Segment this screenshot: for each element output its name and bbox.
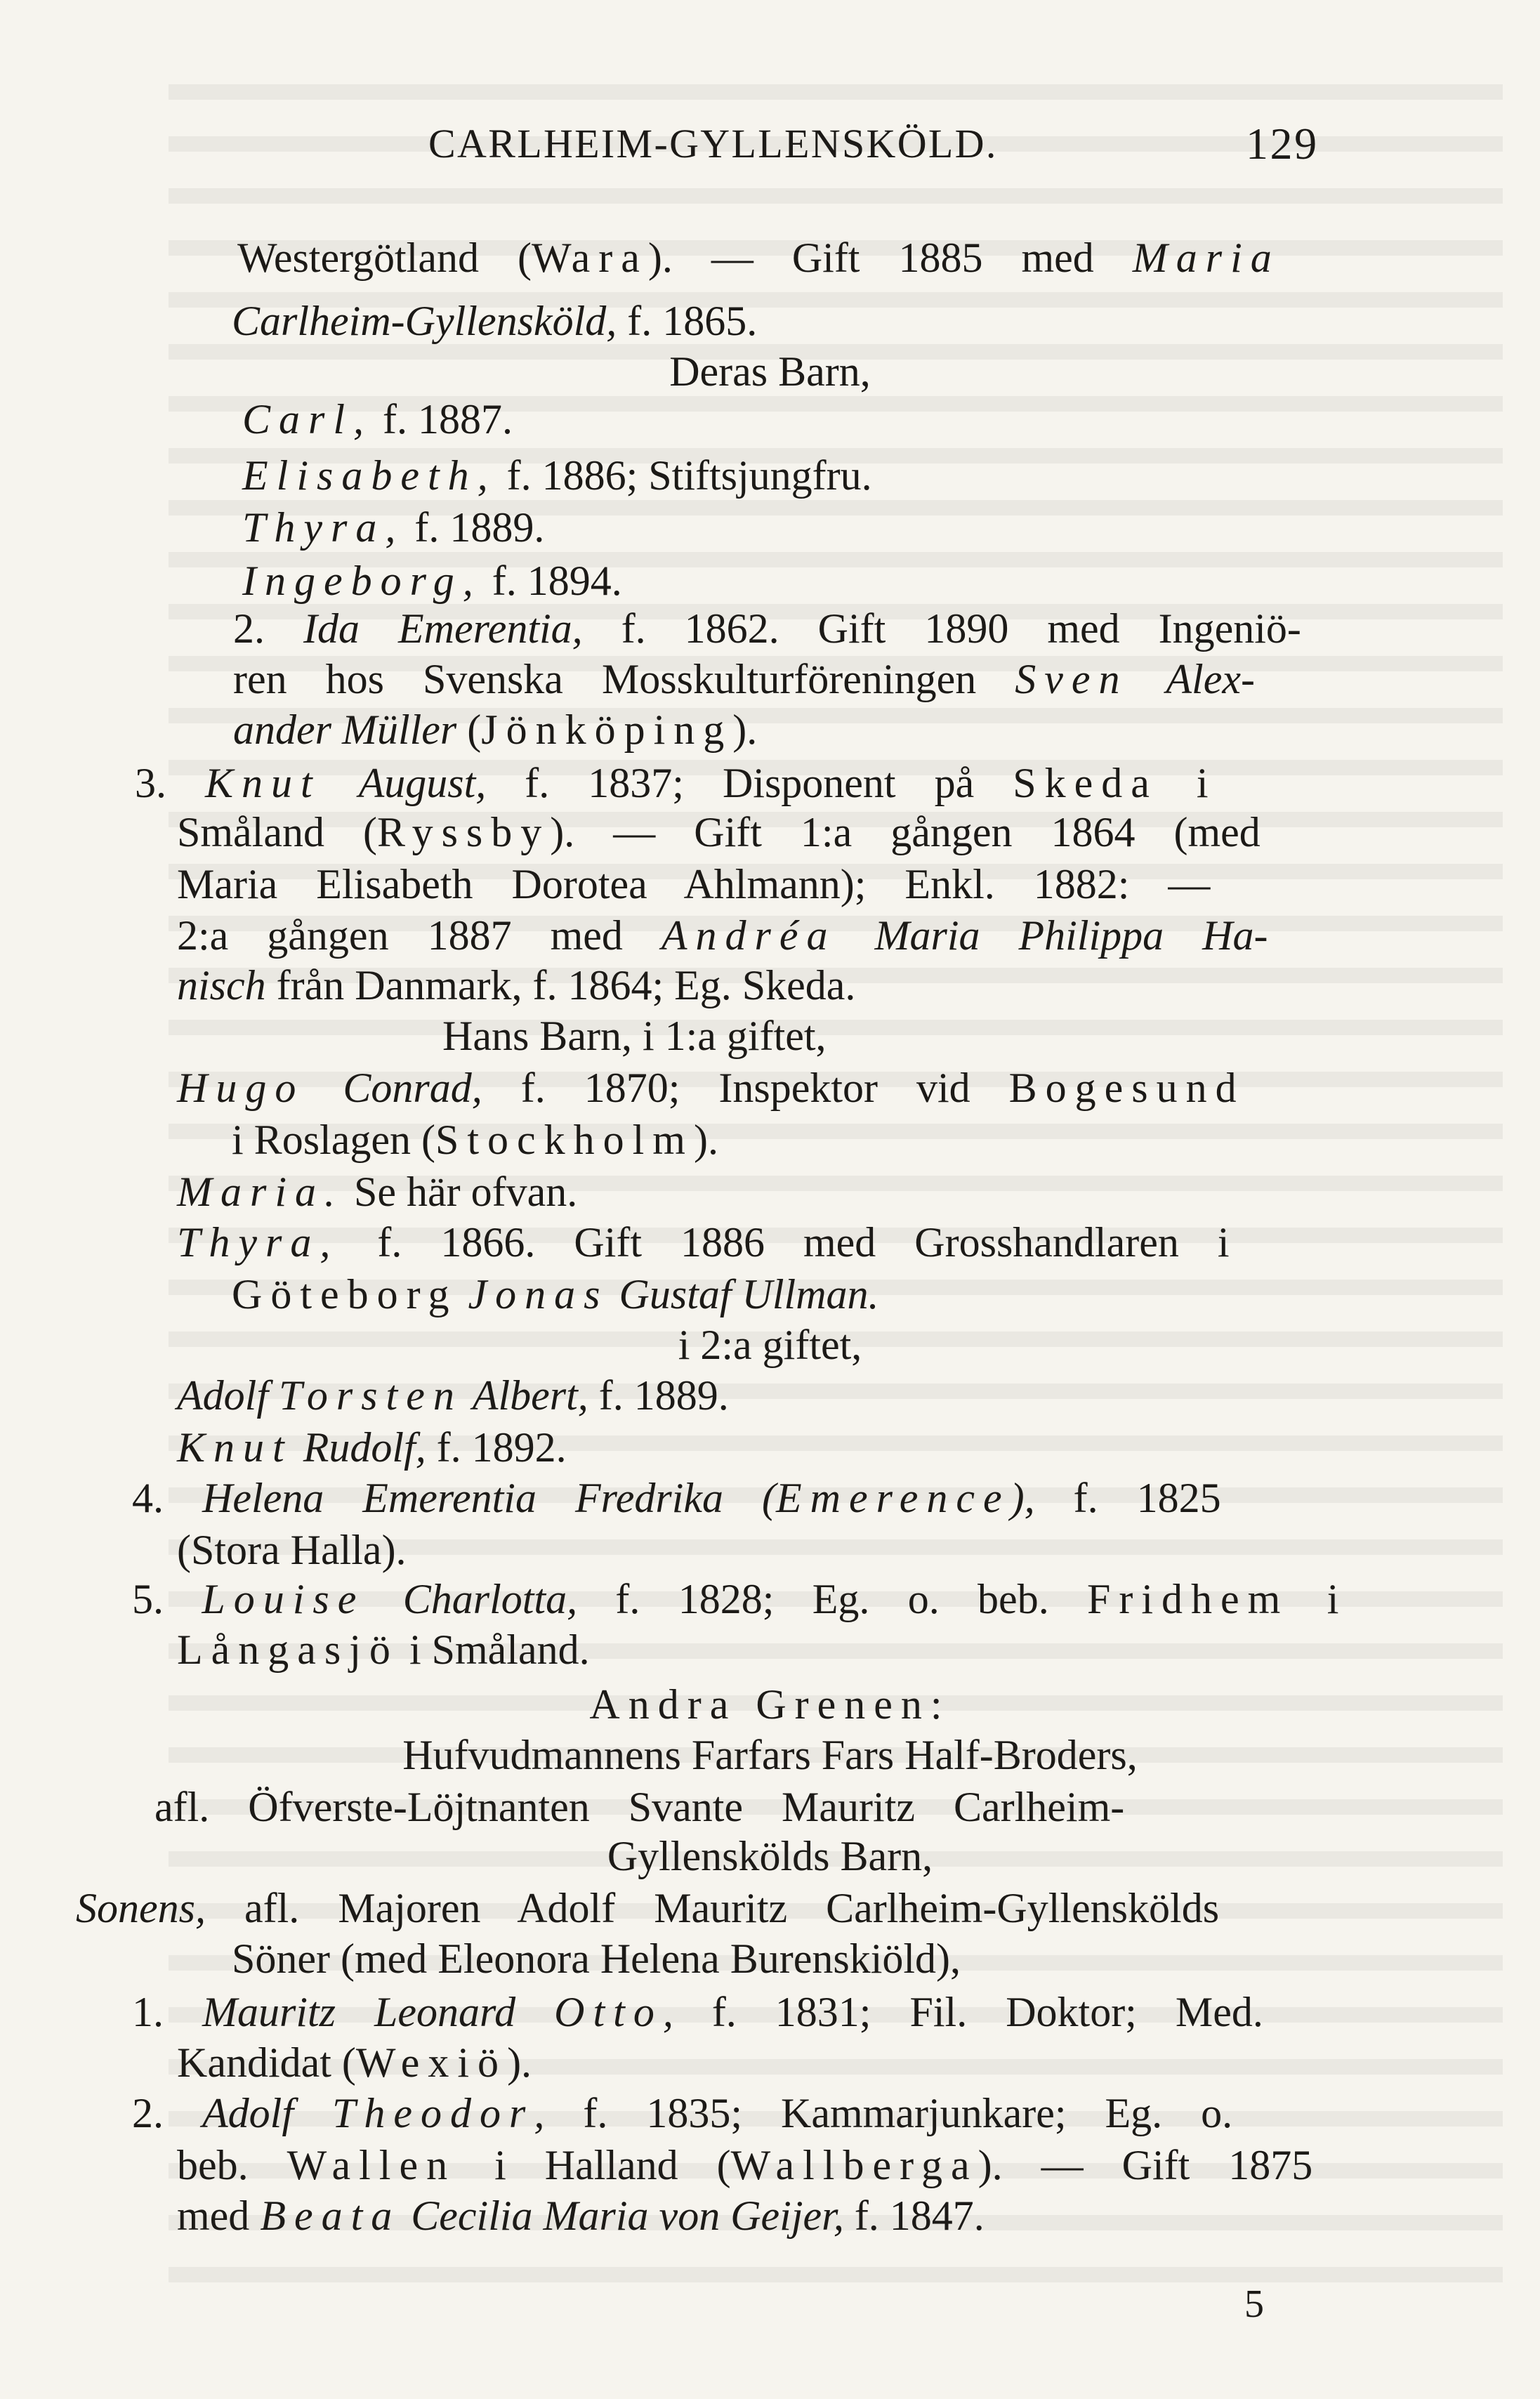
signature-mark: 5 xyxy=(1244,2282,1264,2326)
text-segment: Knut xyxy=(177,1424,293,1471)
text-segment: Albert, xyxy=(462,1372,588,1419)
text-segment: Helena Emerentia Fredrika ( xyxy=(202,1475,777,1521)
text-segment: 2. xyxy=(132,2090,202,2136)
text-segment: Carl, xyxy=(242,396,373,442)
text-line xyxy=(177,1062,1245,1114)
text-line xyxy=(132,2087,1232,2139)
text-line xyxy=(442,1010,827,1062)
text-segment: afl. Majoren Adolf Mauritz Carlheim-Gyllenskölds xyxy=(205,1885,1220,1931)
text-segment: Jonas xyxy=(468,1271,609,1317)
text-segment: 2:a gången 1887 med xyxy=(177,912,662,959)
text-segment: i Roslagen ( xyxy=(232,1117,435,1163)
text-line xyxy=(154,1781,1124,1833)
text-line xyxy=(177,1421,567,1473)
text-segment: f. 1825 xyxy=(1034,1475,1221,1521)
text-line xyxy=(0,1830,1540,1882)
text-line xyxy=(177,2190,985,2242)
text-segment: ara xyxy=(571,235,648,281)
text-segment: 3. xyxy=(135,760,205,806)
text-line xyxy=(232,295,757,347)
text-segment: 5. xyxy=(132,1576,202,1622)
text-segment: f. 1892. xyxy=(426,1424,567,1471)
text-segment: Fridhem xyxy=(1087,1576,1289,1622)
text-segment: Hugo xyxy=(177,1065,305,1111)
text-line xyxy=(132,1986,1263,2038)
text-line xyxy=(177,1524,407,1576)
text-segment: Rudolf, xyxy=(292,1424,426,1471)
text-line xyxy=(232,1268,879,1320)
text-line xyxy=(0,1319,1540,1371)
text-segment: Gustaf Ullman. xyxy=(608,1271,879,1317)
text-segment: Andra Grenen: xyxy=(589,1681,951,1728)
text-segment: ). xyxy=(732,706,758,753)
text-segment: Carlheim-Gyllensköld, xyxy=(232,298,617,344)
text-segment: Andréa xyxy=(661,912,836,959)
text-line xyxy=(0,346,1540,397)
text-line xyxy=(242,501,544,553)
text-segment: Elisabeth, xyxy=(242,452,496,499)
text-segment: Torsten xyxy=(279,1372,463,1419)
text-segment: Långasjö xyxy=(177,1626,399,1673)
text-segment: f. 1865. xyxy=(617,298,758,344)
text-line xyxy=(242,555,622,607)
text-segment: ander Müller xyxy=(233,706,457,753)
text-segment: Jönköping xyxy=(481,706,733,753)
text-segment: 2. xyxy=(233,605,303,652)
text-segment: Hans Barn, i 1:a giftet, xyxy=(442,1013,827,1059)
text-line xyxy=(232,1114,718,1166)
text-segment: Se här ofvan. xyxy=(343,1169,578,1215)
text-segment: afl. Öfverste-Löjtnanten Svante Mauritz Carlheim- xyxy=(154,1784,1125,1830)
text-line xyxy=(232,1933,961,1985)
text-segment: Söner (med Eleonora Helena Burenskiöld), xyxy=(232,1935,961,1982)
text-segment: Cecilia Maria von Geijer, xyxy=(400,2193,844,2239)
text-line xyxy=(237,232,1280,284)
text-segment: ). xyxy=(693,1117,718,1163)
text-segment: Bogesund xyxy=(1008,1065,1245,1111)
text-line xyxy=(177,909,1268,961)
text-segment: Conrad, xyxy=(304,1065,482,1111)
text-segment: i Småland. xyxy=(398,1626,590,1673)
text-segment: Knut xyxy=(205,760,321,806)
text-segment: ). — Gift 1885 med xyxy=(647,235,1133,281)
text-segment: Emerence xyxy=(776,1475,1011,1521)
text-segment: Theodor xyxy=(332,2090,534,2136)
text-line xyxy=(177,1624,590,1676)
text-segment: beb. xyxy=(177,2142,287,2188)
text-segment: Mauritz Leonard xyxy=(202,1989,555,2035)
text-segment: Gyllenskölds Barn, xyxy=(607,1833,933,1879)
text-segment: Sonens, xyxy=(76,1885,206,1931)
text-segment: f. 1835; Kammarjunkare; Eg. o. xyxy=(544,2090,1233,2136)
text-line xyxy=(132,1472,1221,1524)
text-segment: Ida Emerentia, xyxy=(303,605,583,652)
text-segment: Deras Barn, xyxy=(669,348,871,395)
text-line xyxy=(0,1678,1540,1730)
text-segment: Maria xyxy=(1132,235,1280,281)
text-segment: f. 1887. xyxy=(372,396,513,442)
text-segment: Thyra, xyxy=(177,1219,339,1266)
text-segment: August, xyxy=(320,760,487,806)
text-segment: Westergötland (W xyxy=(237,235,572,281)
text-segment: Adolf xyxy=(177,1372,279,1419)
text-segment: Maria Elisabeth Dorotea Ahlmann); Enkl. 1882: — xyxy=(177,861,1211,907)
text-segment: i xyxy=(1289,1576,1339,1622)
text-line xyxy=(177,858,1210,910)
text-line xyxy=(233,653,1255,705)
text-segment: (Stora Halla). xyxy=(177,1527,407,1573)
text-segment: i Halland ( xyxy=(456,2142,731,2188)
text-segment: ). xyxy=(507,2039,532,2086)
text-line xyxy=(242,393,513,445)
text-segment: Kandidat ( xyxy=(177,2039,356,2086)
text-line xyxy=(177,2139,1312,2191)
text-segment: f. 1889. xyxy=(588,1372,729,1419)
text-segment: Charlotta, xyxy=(364,1576,578,1622)
text-segment: , xyxy=(662,1989,673,2035)
text-line xyxy=(177,959,855,1011)
text-segment: från Danmark, f. 1864; Eg. Skeda. xyxy=(265,962,856,1008)
text-segment: Alex- xyxy=(1128,656,1255,702)
text-segment: Wallberga xyxy=(730,2142,978,2188)
text-segment: i 2:a giftet, xyxy=(678,1322,862,1368)
text-segment: f. 1889. xyxy=(404,504,545,551)
text-line xyxy=(0,1729,1540,1781)
text-segment: f. 1866. Gift 1886 med Grosshandlaren i xyxy=(338,1219,1230,1266)
text-line xyxy=(233,704,757,756)
text-segment: Beata xyxy=(260,2193,401,2239)
text-segment: i xyxy=(1157,760,1209,806)
text-segment: Hufvudmannens Farfars Fars Half-Broders, xyxy=(402,1732,1138,1778)
text-segment: med xyxy=(177,2193,261,2239)
text-segment: Thyra, xyxy=(242,504,404,551)
text-segment: ), xyxy=(1010,1475,1035,1521)
text-segment: ren hos Svenska Mosskulturföreningen xyxy=(233,656,1015,702)
text-segment: f. 1837; Disponent på xyxy=(486,760,1013,806)
text-segment: ). — Gift 1:a gången 1864 (med xyxy=(550,809,1261,855)
text-segment: Sven xyxy=(1015,656,1128,702)
text-segment: Ryssby xyxy=(376,809,551,855)
text-line xyxy=(177,1216,1230,1268)
text-segment: 4. xyxy=(132,1475,202,1521)
text-segment: , xyxy=(534,2090,545,2136)
text-line xyxy=(177,1369,729,1421)
text-segment: f. 1870; Inspektor vid xyxy=(482,1065,1009,1111)
text-line xyxy=(177,806,1261,858)
text-segment: f. 1886; Stiftsjungfru. xyxy=(496,452,872,499)
text-line xyxy=(233,603,1301,655)
text-segment: Maria Philippa Ha- xyxy=(836,912,1268,959)
text-segment: ). — Gift 1875 xyxy=(978,2142,1313,2188)
text-line xyxy=(242,449,872,501)
text-segment: Adolf xyxy=(202,2090,332,2136)
text-segment: nisch xyxy=(177,962,266,1008)
text-segment: Otto xyxy=(554,1989,663,2035)
text-segment: 1. xyxy=(132,1989,202,2035)
text-segment: Stockholm xyxy=(435,1117,694,1163)
text-line xyxy=(132,1573,1338,1625)
page-number: 129 xyxy=(1246,119,1319,169)
text-segment: ( xyxy=(456,706,482,753)
text-segment: Wexiö xyxy=(355,2039,508,2086)
text-segment: Göteborg xyxy=(232,1271,458,1317)
running-title: CARLHEIM-GYLLENSKÖLD. xyxy=(428,121,998,166)
text-line xyxy=(177,2037,532,2089)
text-line xyxy=(76,1882,1219,1934)
text-segment: f. 1862. Gift 1890 med Ingeniö- xyxy=(582,605,1301,652)
text-segment: Louise xyxy=(202,1576,365,1622)
text-segment: f. 1847. xyxy=(843,2193,985,2239)
text-segment: Småland ( xyxy=(177,809,377,855)
text-segment: Maria. xyxy=(177,1169,343,1215)
text-line xyxy=(177,1166,577,1218)
text-segment: f. 1831; Fil. Doktor; Med. xyxy=(673,1989,1263,2035)
text-segment: f. 1894. xyxy=(481,558,622,604)
text-segment xyxy=(458,1271,468,1317)
text-line xyxy=(135,757,1209,809)
text-segment: f. 1828; Eg. o. beb. xyxy=(577,1576,1088,1622)
text-segment: Ingeborg, xyxy=(242,558,482,604)
text-segment: Skeda xyxy=(1013,760,1158,806)
text-segment: Wallen xyxy=(287,2142,456,2188)
